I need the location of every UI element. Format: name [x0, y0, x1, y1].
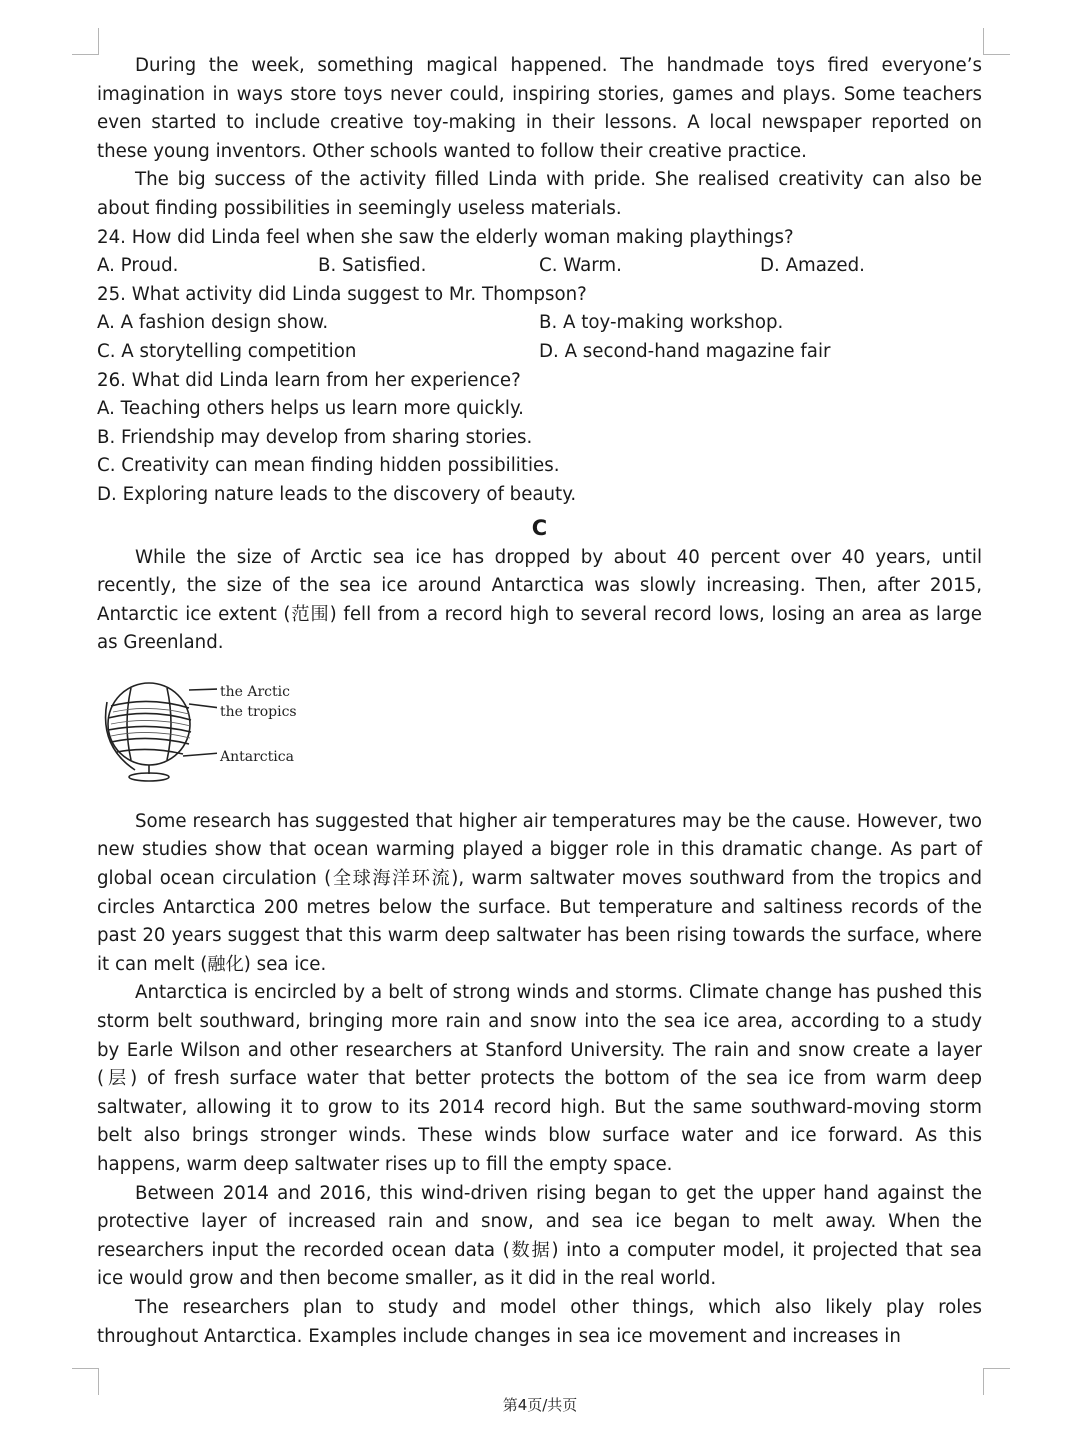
section-c-title: C: [531, 515, 548, 540]
question-24-option-b: B. Satisfied.: [318, 255, 427, 277]
question-25-options-row-1: [97, 309, 982, 338]
section-c-paragraph-3: Antarctica is encircled by a belt of strong winds and storms. Climate change has pushed this storm belt southward, bringing more rain and snow into the sea ice area, according to a study by Earle Wilson and other researchers at Stanford University. The rain and snow create a layer (层) of fresh surface water that better protects the bottom of the sea ice from warm deep saltwater, allowing it to grow to its 2014 record high. But the same southward-moving storm belt also brings stronger winds. These winds blow surface water and ice forward. As this happens, warm deep saltwater rises up to fill the empty space.: [97, 982, 982, 1175]
section-c-paragraph-4: Between 2014 and 2016, this wind-driven rising began to get the upper hand against the protective layer of increased rain and snow, and sea ice began to melt away. When the researchers input the recorded ocean data (数据) into a computer model, it projected that sea ice would grow and then become smaller, as it did in the real world.: [97, 1182, 982, 1290]
globe-figure: [97, 658, 982, 808]
question-26-option-b: B. Friendship may develop from sharing stories.: [97, 426, 533, 448]
passage-b-paragraph-2: The big success of the activity filled Linda with pride. She realised creativity can also be about finding possibilities in seemingly useless materials.: [97, 169, 982, 219]
question-26-option-c: C. Creativity can mean finding hidden possibilities.: [97, 455, 560, 477]
question-24-option-c: C. Warm.: [539, 255, 622, 277]
question-26-option-d: D. Exploring nature leads to the discovery of beauty.: [97, 483, 577, 505]
question-24-option-a: A. Proud.: [97, 255, 179, 277]
page-content: [97, 52, 982, 1351]
question-24-options: [97, 252, 982, 281]
question-25-option-a: A. A fashion design show.: [97, 312, 329, 334]
question-26-option-a: A. Teaching others helps us learn more quickly.: [97, 398, 524, 420]
page-footer: 第4页/共页: [502, 1396, 578, 1414]
question-24-option-d: D. Amazed.: [760, 255, 865, 277]
crop-mark-top-right: [983, 28, 1010, 55]
globe-icon: [97, 676, 217, 788]
label-the-tropics: the tropics: [220, 703, 297, 720]
section-c-paragraph-1: While the size of Arctic sea ice has dropped by about 40 percent over 40 years, until recently, the size of the sea ice around Antarctica was slowly increasing. Then, after 2015, Antarctic ice extent (范围) fell from a record high to several record lows, losing an area as large as Greenland.: [97, 546, 982, 654]
label-the-arctic: the Arctic: [220, 683, 290, 700]
section-c-paragraph-2: Some research has suggested that higher air temperatures may be the cause. However, two new studies show that ocean warming played a bigger role in this dramatic change. As part of global ocean circulation (全球海洋环流), warm saltwater moves southward from the tropics and circles Antarctica 200 metres below the surface. But temperature and saltiness records of the past 20 years suggest that this warm deep saltwater has been rising towards the surface, where it can melt (融化) sea ice.: [97, 810, 982, 975]
question-25-option-c: C. A storytelling competition: [97, 340, 357, 362]
section-c-paragraph-5: The researchers plan to study and model other things, which also likely play roles throughout Antarctica. Examples include changes in sea ice movement and increases in: [97, 1296, 982, 1347]
label-antarctica: Antarctica: [220, 748, 294, 765]
question-25-option-d: D. A second-hand magazine fair: [539, 340, 831, 362]
passage-b-paragraph-1: During the week, something magical happened. The handmade toys fired everyone’s imagination in ways store toys never could, inspiring stories, games and plays. Some teachers even started to include creative toy-making in their lessons. A local newspaper reported on these young inventors. Other schools wanted to follow their creative practice.: [97, 55, 982, 162]
question-25-stem: 25. What activity did Linda suggest to Mr. Thompson?: [97, 283, 587, 305]
question-24-stem: 24. How did Linda feel when she saw the elderly woman making playthings?: [97, 226, 794, 248]
question-26-stem: 26. What did Linda learn from her experience?: [97, 369, 521, 391]
question-25-option-b: B. A toy-making workshop.: [539, 312, 784, 334]
crop-mark-bottom-left: [72, 1368, 99, 1395]
crop-mark-top-left: [72, 28, 99, 55]
question-25-options-row-2: [97, 338, 982, 367]
crop-mark-bottom-right: [983, 1368, 1010, 1395]
